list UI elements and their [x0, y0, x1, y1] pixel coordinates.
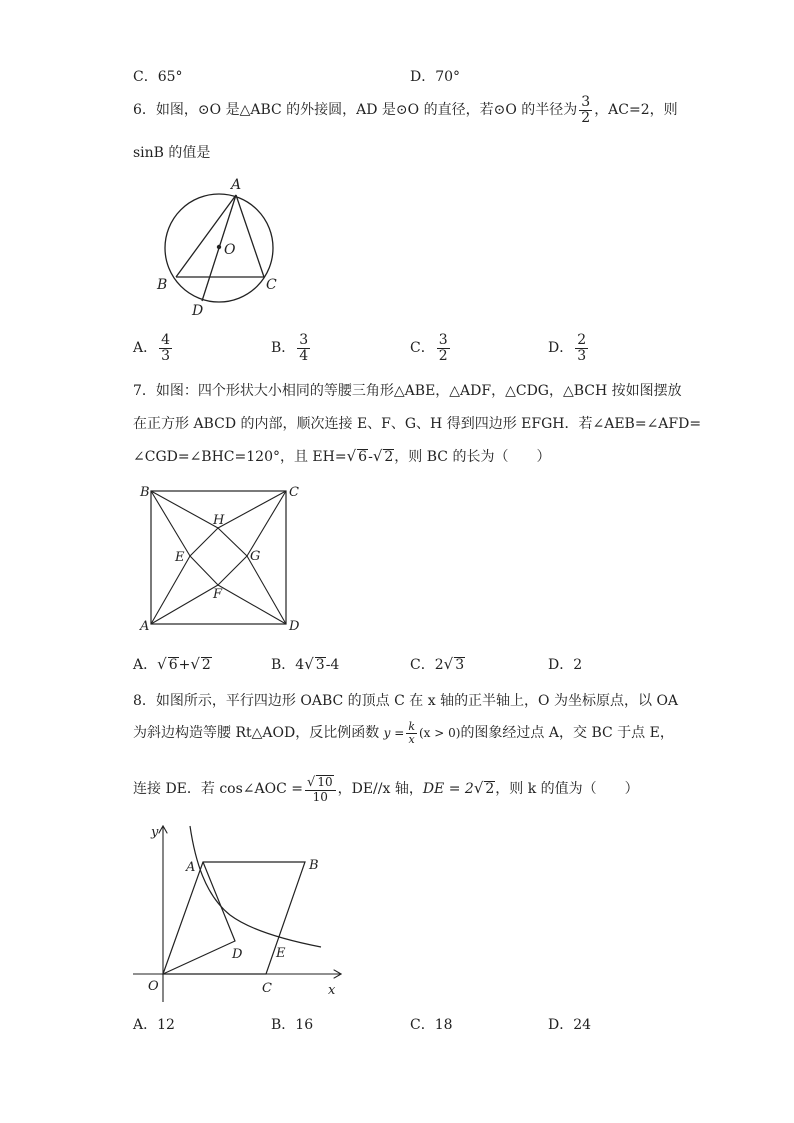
q8-option-b: B．16 [271, 1017, 314, 1033]
q8-text-a: 为斜边构造等腰 Rt△AOD，反比例函数 [133, 725, 380, 742]
q8-cos-den: 10 [312, 789, 328, 804]
q6-option-a-num: 4 [161, 332, 171, 348]
q7-radicand-6: 6 [358, 449, 368, 465]
q7-option-c-letter: C．2 [410, 657, 444, 673]
q6-label-c: C [266, 277, 277, 293]
q7-label-h: H [213, 513, 225, 528]
q6-option-c-den: 2 [438, 347, 448, 364]
q8-text-de-parallel: ，DE//x 轴， [337, 781, 423, 798]
q7-text-b: ，则 BC 的长为（ ） [394, 449, 551, 465]
q8-label-d: D [232, 947, 243, 962]
q6-label-a: A [231, 177, 242, 193]
q6-option-b-num: 3 [299, 332, 309, 348]
q7-stem-line3: ∠CGD=∠BHC=120°，且 EH=√ 6-√ 2，则 BC 的长为（ ） [133, 447, 551, 465]
q7-option-a-plus: + [178, 657, 191, 673]
q8-label-a: A [186, 860, 196, 875]
q6-radius-num: 3 [581, 94, 591, 110]
q6-option-a-den: 3 [161, 347, 171, 364]
q7-option-a-r2: 2 [201, 657, 211, 673]
q6-text-a: 6．如图，⊙O 是△ABC 的外接圆，AD 是⊙O 的直径，若⊙O 的半径为 [133, 102, 578, 119]
q6-label-o: O [224, 242, 236, 258]
q8-option-d: D．24 [548, 1017, 592, 1033]
q7-option-a: A．√ 6+√ 2 [133, 655, 211, 673]
q7-label-f: F [213, 587, 223, 602]
option-c-prev: C．65° [133, 69, 183, 85]
q8-label-y: y [151, 825, 159, 840]
q8-func-lhs: y = [383, 726, 405, 741]
q6-stem-line2: sinB 的值是 [133, 145, 211, 161]
q8-label-o: O [148, 979, 159, 994]
q8-text-c: ，则 k 的值为（ ） [495, 781, 639, 798]
q7-option-a-r1: 6 [168, 657, 178, 673]
q6-label-b: B [157, 277, 168, 293]
q6-option-d-den: 3 [577, 347, 587, 364]
q7-label-c: C [289, 485, 299, 500]
q7-option-c-r: 3 [455, 657, 465, 673]
q7-option-d: D．2 [548, 657, 583, 673]
q8-stem-line3: 连接 DE．若 cos∠AOC = $\frac{√ 10}{10}$ ，DE//x 轴，DE = 2√ 2，则 k 的值为（ ） [133, 775, 639, 804]
q7-stem-line1: 7．如图：四个形状大小相同的等腰三角形△ABE，△ADF，△CDG，△BCH 按如图摆放 [133, 383, 682, 399]
q7-label-b: B [140, 485, 150, 500]
q7-label-a: A [140, 619, 150, 634]
q7-text-a: ∠CGD=∠BHC=120°，且 EH= [133, 449, 347, 465]
q8-de-lhs: DE = 2 [422, 781, 474, 798]
q8-stem-line1: 8．如图所示，平行四边形 OABC 的顶点 C 在 x 轴的正半轴上，O 为坐标原点，以 OA [133, 693, 679, 709]
q8-label-x: x [328, 983, 336, 998]
q6-text-b: ，AC=2，则 [594, 102, 678, 119]
q8-func-cond: (x > 0) [418, 726, 461, 741]
option-d-prev: D．70° [410, 69, 461, 85]
q8-text-b: 的图象经过点 A，交 BC 于点 E， [460, 725, 674, 742]
q7-option-b-r: 3 [315, 657, 325, 673]
q8-cos-num: 10 [317, 775, 333, 789]
q7-radicand-2: 2 [384, 449, 394, 465]
q6-option-c-letter: C． [410, 340, 435, 357]
q6-option-c-num: 3 [438, 332, 448, 348]
q8-func-den: x [408, 732, 415, 746]
q6-option-b-den: 4 [299, 347, 309, 364]
q7-label-d: D [289, 619, 300, 634]
q7-option-a-letter: A． [133, 657, 158, 673]
q8-triangle-aod [163, 862, 235, 974]
q7-option-c: C．2√ 3 [410, 655, 465, 673]
q8-label-c: C [262, 981, 272, 996]
q7-minus: - [368, 449, 373, 465]
q8-func-num: k [408, 720, 415, 733]
q8-label-e: E [276, 946, 286, 961]
q8-option-a: A．12 [133, 1017, 175, 1033]
q6-option-d-letter: D． [548, 340, 574, 357]
q6-label-d: D [192, 303, 204, 319]
q7-option-b-tail: -4 [325, 657, 340, 673]
q8-de-r: 2 [485, 781, 495, 798]
q6-option-a-letter: A． [133, 340, 158, 357]
q6-option-d-num: 2 [577, 332, 587, 348]
q8-label-b: B [309, 858, 319, 873]
q8-option-c: C．18 [410, 1017, 453, 1033]
q7-stem-line2: 在正方形 ABCD 的内部，顺次连接 E、F、G、H 得到四边形 EFGH．若∠AEB=∠AFD= [133, 416, 702, 432]
q7-option-b-letter: B．4 [271, 657, 305, 673]
q7-label-g: G [250, 549, 261, 564]
q6-radius-den: 2 [581, 109, 591, 126]
q8-hyperbola [190, 826, 321, 947]
q7-label-e: E [175, 550, 185, 565]
q7-option-b: B．4√ 3-4 [271, 655, 340, 673]
q8-text-cos: 连接 DE．若 cos∠AOC = [133, 781, 304, 798]
q6-option-b-letter: B． [271, 340, 296, 357]
